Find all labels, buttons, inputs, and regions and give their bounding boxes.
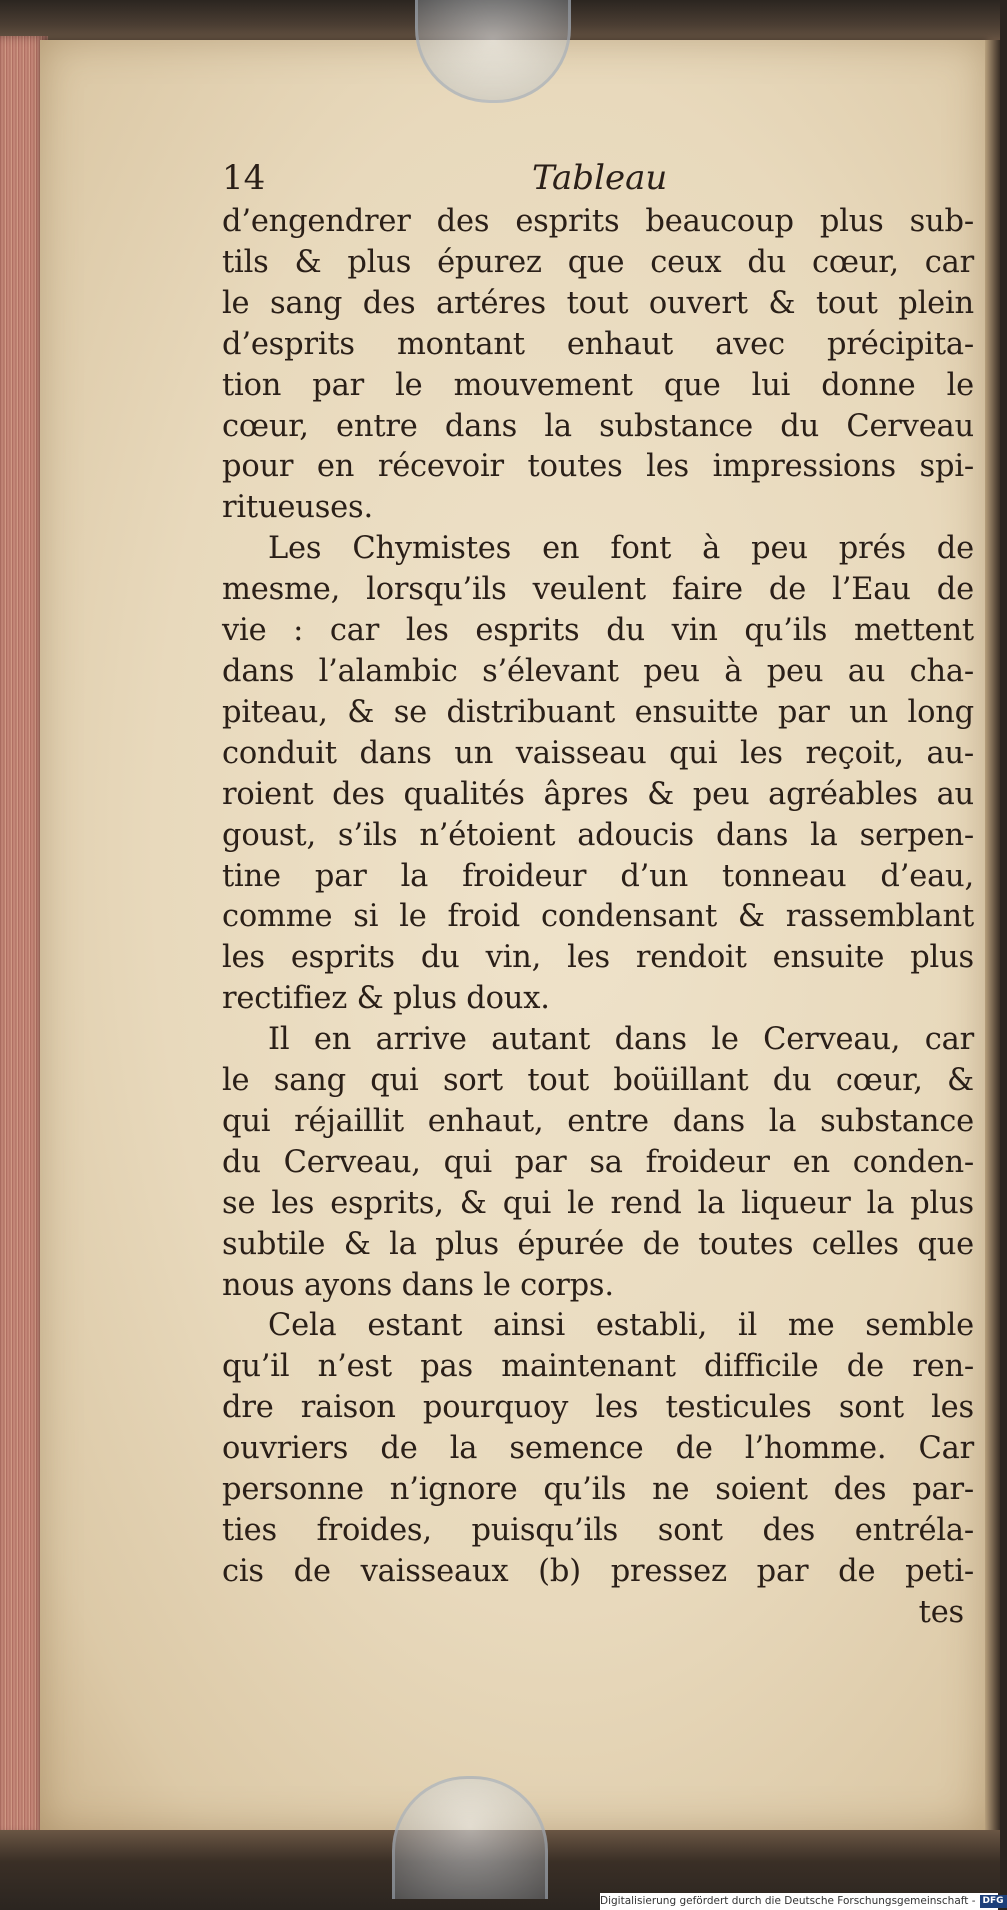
text-line: Il en arrive autant dans le Cerveau, car [268, 1022, 974, 1058]
text-line: comme si le froid condensant & rassemblant [222, 899, 974, 935]
dfg-logo: DFG [980, 1895, 1007, 1908]
text-line: ouvriers de la semence de l’homme. Car [222, 1431, 974, 1467]
text-line: personne n’ignore qu’ils ne soient des par- [222, 1472, 974, 1508]
page-text [222, 158, 974, 1634]
digitization-credit [600, 1893, 1004, 1910]
text-line: cis de vaisseaux (b) pressez par de peti- [222, 1553, 974, 1589]
text-line: cœur, entre dans la substance du Cerveau [222, 408, 974, 444]
text-line: d’esprits montant enhaut avec précipita- [222, 326, 974, 362]
text-line: ties froides, puisqu’ils sont des entréla- [222, 1513, 974, 1548]
text-line: roient des qualités âpres & peu agréables au [222, 776, 974, 812]
text-line: Les Chymistes en font à peu prés de [268, 531, 974, 567]
text-line: se les esprits, & qui le rend la liqueur la plus [222, 1185, 974, 1221]
text-line: tils & plus épurez que ceux du cœur, car [222, 244, 974, 280]
text-line: subtile & la plus épurée de toutes celles que [222, 1226, 974, 1262]
text-line: d’engendrer des esprits beaucoup plus sub- [222, 204, 974, 239]
text-line: tion par le mouvement que lui donne le [222, 367, 974, 403]
text-line: ritueuses. [222, 490, 373, 526]
text-line: vie : car les esprits du vin qu’ils mettent [222, 613, 974, 649]
page-header [222, 158, 974, 202]
text-line: Cela estant ainsi establi, il me semble [268, 1308, 974, 1344]
book-right-edge [985, 40, 1000, 1830]
text-line: goust, s’ils n’étoient adoucis dans la serpen- [222, 817, 974, 853]
catchword: tes [918, 1594, 964, 1630]
text-line: mesme, lorsqu’ils veulent faire de l’Eau de [222, 572, 974, 608]
text-line: dans l’alambic s’élevant peu à peu au cha- [222, 653, 974, 689]
text-line: piteau, & se distribuant ensuitte par un long [222, 694, 974, 730]
running-title: Tableau [532, 158, 668, 198]
text-line: pour en récevoir toutes les impressions spi- [222, 449, 974, 485]
text-line: tine par la froideur d’un tonneau d’eau, [222, 858, 974, 894]
text-line: dre raison pourquoy les testicules sont les [222, 1390, 974, 1426]
text-line: du Cerveau, qui par sa froideur en conden- [222, 1144, 974, 1180]
text-line: les esprits du vin, les rendoit ensuite plus [222, 940, 974, 976]
text-line: le sang qui sort tout boüillant du cœur, & [222, 1063, 974, 1099]
text-line: qui réjaillit enhaut, entre dans la substance [222, 1103, 974, 1139]
text-line: rectifiez & plus doux. [222, 981, 550, 1017]
page-number: 14 [222, 158, 266, 198]
text-line: nous ayons dans le corps. [222, 1267, 614, 1303]
text-line: le sang des artéres tout ouvert & tout plein [222, 285, 974, 321]
credit-text: Digitalisierung gefördert durch die Deutsche Forschungsgemeinschaft - [600, 1895, 976, 1907]
text-line: qu’il n’est pas maintenant difficile de ren- [222, 1349, 974, 1385]
text-line: conduit dans un vaisseau qui les reçoit, au- [222, 735, 974, 771]
